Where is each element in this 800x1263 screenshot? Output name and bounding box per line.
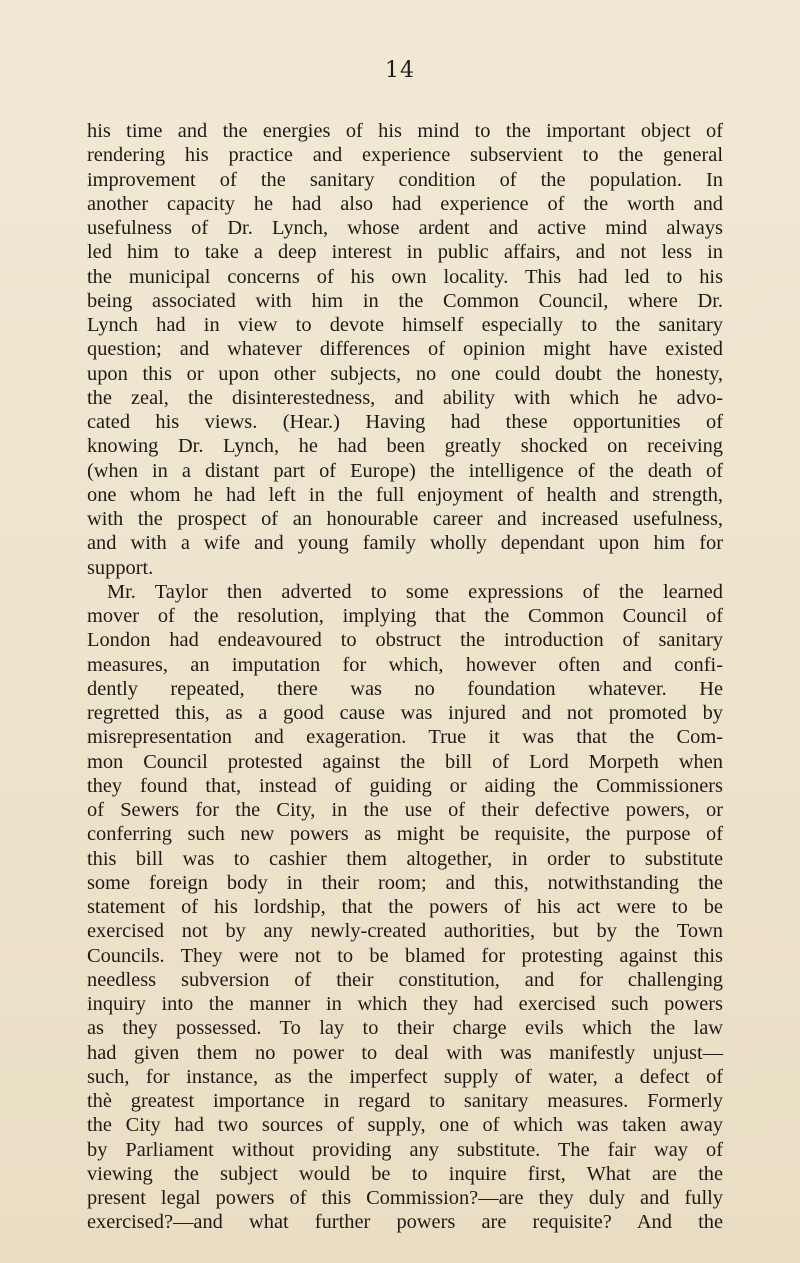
- text-line: question; and whatever differences of opinion might have existed: [87, 338, 723, 361]
- text-line: exercised?—and what further powers are requisite? And the: [87, 1211, 723, 1234]
- text-line: some foreign body in their room; and this, notwithstanding the: [87, 871, 723, 894]
- text-line: inquiry into the manner in which they had exercised such powers: [87, 993, 723, 1015]
- text-line: misrepresentation and exageration. True it was that the Com-: [87, 726, 723, 749]
- text-line: of Sewers for the City, in the use of their defective powers, or: [87, 799, 723, 821]
- text-line: exercised not by any newly-created authorities, but by the Town: [87, 920, 723, 943]
- text-line: support.: [87, 556, 154, 579]
- text-line: the City had two sources of supply, one of which was taken away: [87, 1114, 723, 1137]
- text-line: cated his views. (Hear.) Having had these opportunities of: [87, 411, 723, 433]
- text-line: knowing Dr. Lynch, he had been greatly shocked on receiving: [87, 435, 723, 458]
- text-line: another capacity he had also had experience of the worth and: [87, 192, 723, 215]
- text-line: rendering his practice and experience subservient to the general: [87, 144, 723, 167]
- text-line: statement of his lordship, that the powers of his act were to be: [87, 896, 723, 918]
- text-line: had given them no power to deal with was manifestly unjust—: [87, 1041, 723, 1064]
- text-line: his time and the energies of his mind to the important object of: [87, 120, 723, 142]
- text-line: this bill was to cashier them altogether, in order to substitute: [87, 847, 723, 870]
- text-line: London had endeavoured to obstruct the introduction of sanitary: [87, 629, 723, 652]
- text-line: measures, an imputation for which, however often and confi-: [87, 653, 723, 676]
- text-line: by Parliament without providing any substitute. The fair way of: [87, 1138, 723, 1161]
- text-line: as they possessed. To lay to their charge evils which the law: [87, 1017, 723, 1040]
- text-line: one whom he had left in the full enjoyment of health and strength,: [87, 483, 723, 506]
- text-line: Lynch had in view to devote himself especially to the sanitary: [87, 314, 723, 336]
- text-line: led him to take a deep interest in public affairs, and not less in: [87, 241, 723, 264]
- text-line: the municipal concerns of his own locality. This had led to his: [87, 265, 723, 288]
- text-line: upon this or upon other subjects, no one could doubt the honesty,: [87, 362, 723, 385]
- text-line: such, for instance, as the imperfect supply of water, a defect of: [87, 1065, 723, 1088]
- text-line: usefulness of Dr. Lynch, whose ardent and active mind always: [87, 217, 723, 239]
- text-line: present legal powers of this Commission?—are they duly and fully: [87, 1187, 723, 1209]
- text-line: mover of the resolution, implying that the Common Council of: [87, 605, 723, 627]
- text-line: needless subversion of their constitution, and for challenging: [87, 968, 723, 991]
- text-line: improvement of the sanitary condition of the population. In: [87, 168, 723, 191]
- text-line: the zeal, the disinterestedness, and ability with which he advo-: [87, 386, 723, 409]
- text-line: Councils. They were not to be blamed for protesting against this: [87, 944, 723, 967]
- text-line: they found that, instead of guiding or aiding the Commissioners: [87, 774, 723, 797]
- text-line: viewing the subject would be to inquire first, What are the: [87, 1162, 723, 1185]
- text-line: regretted this, as a good cause was injured and not promoted by: [87, 702, 723, 724]
- text-line: thè greatest importance in regard to sanitary measures. Formerly: [87, 1090, 723, 1112]
- text-line: with the prospect of an honourable career and increased usefulness,: [87, 508, 723, 530]
- text-line: and with a wife and young family wholly dependant upon him for: [87, 532, 723, 555]
- text-line: mon Council protested against the bill of Lord Morpeth when: [87, 750, 723, 773]
- body-text: [87, 119, 723, 1235]
- page-number: 14: [385, 58, 415, 83]
- text-line: (when in a distant part of Europe) the intelligence of the death of: [87, 459, 723, 482]
- text-line: dently repeated, there was no foundation whatever. He: [87, 677, 723, 700]
- text-line: Mr. Taylor then adverted to some expressions of the learned: [107, 580, 723, 603]
- text-line: conferring such new powers as might be requisite, the purpose of: [87, 823, 723, 846]
- text-line: being associated with him in the Common Council, where Dr.: [87, 289, 723, 312]
